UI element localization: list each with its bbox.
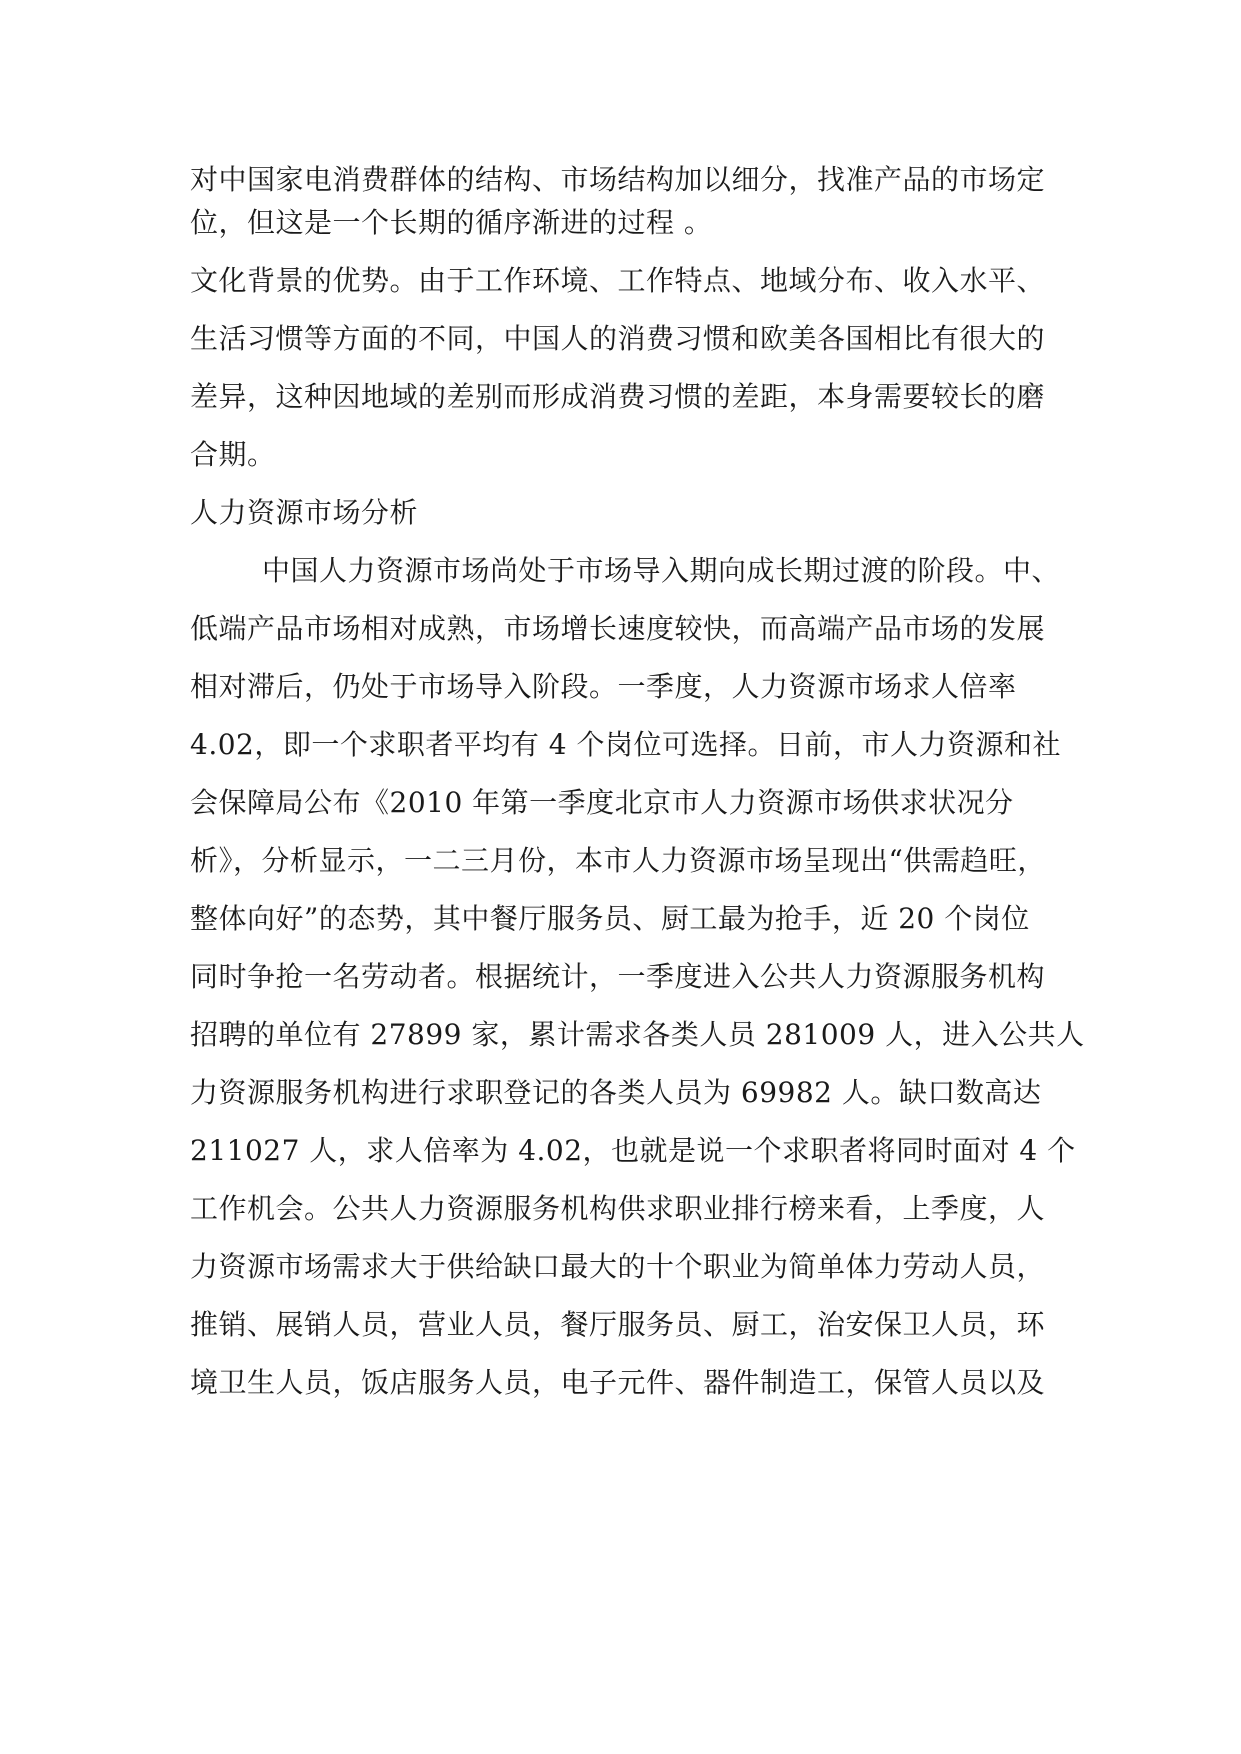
text-line: 会保障局公布《2010 年第一季度北京市人力资源市场供求状况分 [190,786,1014,819]
text-line: 招聘的单位有 27899 家，累计需求各类人员 281009 人，进入公共人 [190,1018,1085,1051]
text-line: 同时争抢一名劳动者。根据统计，一季度进入公共人力资源服务机构 [190,960,1046,993]
text-line: 推销、展销人员，营业人员，餐厅服务员、厨工，治安保卫人员，环 [190,1308,1046,1341]
section-heading: 人力资源市场分析 [190,496,419,529]
text-line: 4.02，即一个求职者平均有 4 个岗位可选择。日前，市人力资源和社 [190,728,1061,761]
text-line: 力资源服务机构进行求职登记的各类人员为 69982 人。缺口数高达 [190,1076,1042,1109]
text-line: 析》，分析显示，一二三月份，本市人力资源市场呈现出“供需趋旺， [190,844,1046,877]
text-line: 低端产品市场相对成熟，市场增长速度较快，而高端产品市场的发展 [190,612,1046,645]
text-line: 位，但这是一个长期的循序渐进的过程 。 [190,206,713,239]
text-line: 对中国家电消费群体的结构、市场结构加以细分，找准产品的市场定 [190,163,1046,196]
text-line: 整体向好”的态势，其中餐厅服务员、厨工最为抢手，近 20 个岗位 [190,902,1030,935]
text-line: 相对滞后，仍处于市场导入阶段。一季度，人力资源市场求人倍率 [190,670,1017,703]
text-line: 境卫生人员，饭店服务人员，电子元件、器件制造工，保管人员以及 [190,1366,1046,1399]
text-line: 差异，这种因地域的差别而形成消费习惯的差距，本身需要较长的磨 [190,380,1046,413]
text-line: 文化背景的优势。由于工作环境、工作特点、地域分布、收入水平、 [190,264,1046,297]
text-line: 中国人力资源市场尚处于市场导入期向成长期过渡的阶段。中、 [262,554,1061,587]
text-line: 211027 人，求人倍率为 4.02，也就是说一个求职者将同时面对 4 个 [190,1134,1076,1167]
text-line: 生活习惯等方面的不同，中国人的消费习惯和欧美各国相比有很大的 [190,322,1046,355]
text-line: 合期。 [190,438,276,471]
text-line: 工作机会。公共人力资源服务机构供求职业排行榜来看，上季度，人 [190,1192,1046,1225]
text-line: 力资源市场需求大于供给缺口最大的十个职业为简单体力劳动人员， [190,1250,1046,1283]
